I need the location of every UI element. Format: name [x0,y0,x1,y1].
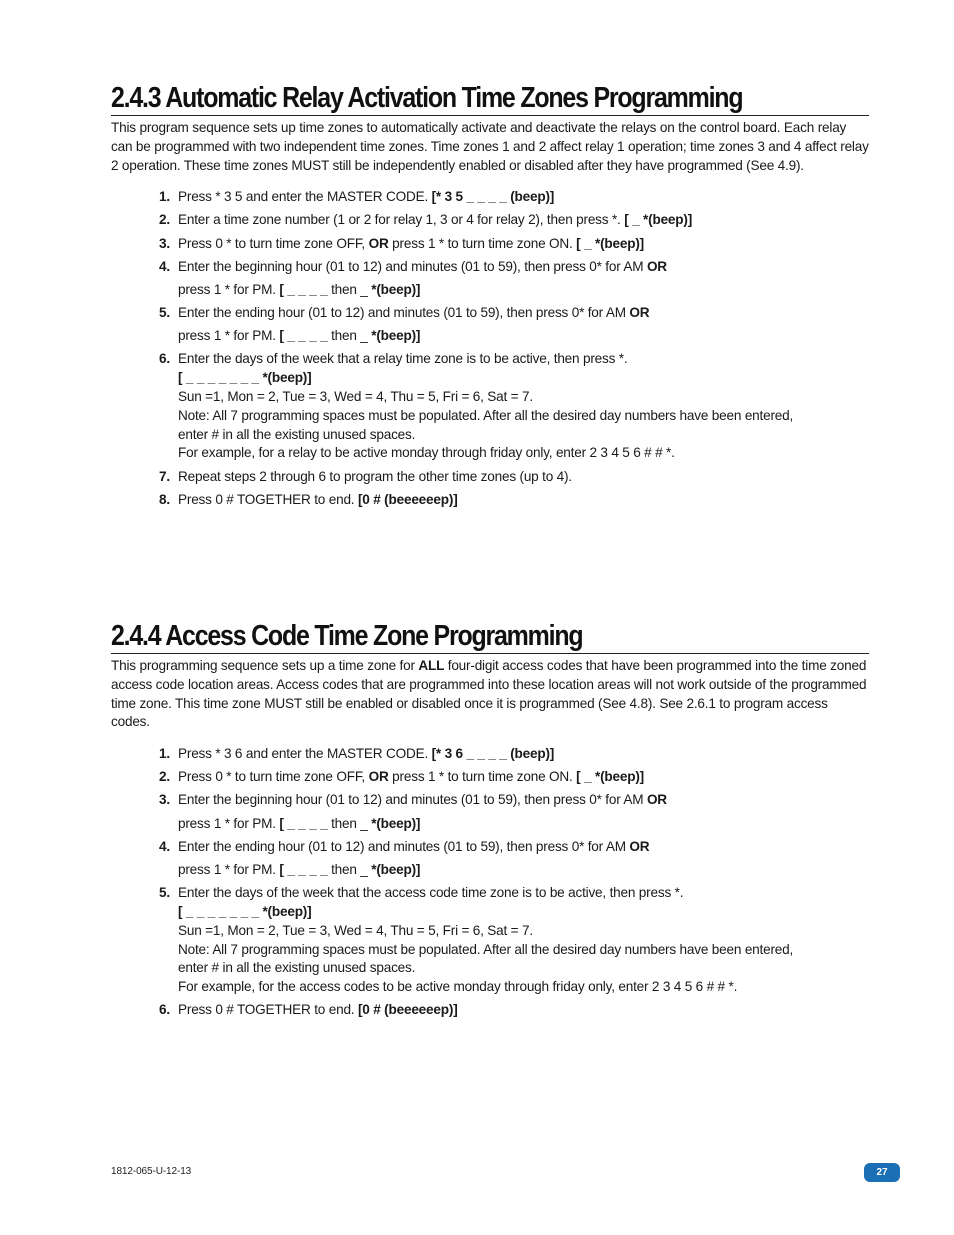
text-run: Enter the beginning hour (01 to 12) and minutes (01 to 59), then press 0* for AM [178,792,647,808]
text-run: For example, for the access codes to be active monday through friday only, enter 2 3 4 5 6 # # *. [178,979,738,995]
step-line [178,350,869,369]
bold-text: OR [646,258,667,274]
text-run: This programming sequence sets up a time zone for [111,658,419,673]
text-run: enter # in all the existing unused spaces. [178,426,416,442]
bold-text: [ _ _ _ _ _ _ _ *(beep)] [178,903,312,919]
bold-text: [ _ _ _ _ [279,862,328,878]
text-run: Press 0 # TOGETHER to end. [178,1002,358,1018]
bold-text: *(beep)] [371,862,421,878]
text-run: then _ [327,328,372,344]
bold-text: [ _ *(beep)] [624,212,693,228]
text-run: press 1 * for PM. [178,281,280,297]
text-run: Enter a time zone number (1 or 2 for relay 1, 3 or 4 for relay 2), then press *. [178,212,625,228]
step-line [178,884,869,903]
bold-text: [ _ _ _ _ [279,281,328,297]
text-run: then _ [327,815,372,831]
step-number: 3. [159,235,170,251]
heading-rule [111,653,869,654]
text-run: Enter the ending hour (01 to 12) and minutes (01 to 59), then press 0* for AM [178,305,630,321]
step-line [178,791,869,810]
step-line [178,388,869,407]
text-run: press 1 * for PM. [178,862,280,878]
step-item [159,468,869,487]
page-number-badge: 27 [864,1163,900,1182]
text-run: Enter the beginning hour (01 to 12) and minutes (01 to 59), then press 0* for AM [178,258,647,274]
bold-text: OR [629,838,650,854]
step-line [178,369,869,388]
section-access-code-time-zone [111,620,869,1020]
text-run: then _ [327,862,372,878]
step-item [159,258,869,300]
text-run: press 1 * to turn time zone ON. [388,769,577,785]
step-line [178,444,869,463]
text-run: Press * 3 5 and enter the MASTER CODE. [178,189,432,205]
text-run: Sun =1, Mon = 2, Tue = 3, Wed = 4, Thu = 5, Fri = 6, Sat = 7. [178,922,533,938]
section-intro: This program sequence sets up time zones to automatically activate and deactivate the relays on the control board. Each relay can be programmed with two independent time zones. Time zones 1 and 2 affect relay 1 operation; time zones 3 and 4 affect relay 2 operation. These time zones MUST still be independently enabled or disabled after they have programmed (See 4.9). [111,120,869,173]
step-line [178,258,869,277]
step-item [159,884,869,997]
text-run: Press 0 # TOGETHER to end. [178,491,358,507]
text-run: Sun =1, Mon = 2, Tue = 3, Wed = 4, Thu = 5, Fri = 6, Sat = 7. [178,389,533,405]
step-line [178,235,869,254]
bold-text: *(beep)] [371,815,421,831]
step-line [178,211,869,230]
bold-text: [ _ *(beep)] [576,235,645,251]
text-run: press 1 * for PM. [178,328,280,344]
step-line [178,978,869,997]
step-item [159,188,869,207]
step-item [159,1001,869,1020]
step-line [178,768,869,787]
step-number: 6. [159,351,170,367]
text-run: enter # in all the existing unused spaces. [178,960,416,976]
section-intro [111,657,869,732]
section-relay-time-zones [111,82,869,509]
bold-text: [ _ _ _ _ [279,815,328,831]
text-run: Enter the ending hour (01 to 12) and minutes (01 to 59), then press 0* for AM [178,838,630,854]
bold-text: [ _ *(beep)] [576,769,645,785]
step-line [178,281,869,300]
text-run: Press 0 * to turn time zone OFF, [178,235,369,251]
bold-text: [* 3 5 _ _ _ _ (beep)] [431,189,555,205]
step-number: 1. [159,746,170,762]
step-line [178,959,869,978]
bold-text: ALL [418,658,445,673]
step-line [178,491,869,510]
text-run: Press 0 * to turn time zone OFF, [178,769,369,785]
bold-text: [ _ _ _ _ _ _ _ *(beep)] [178,370,312,386]
section-heading: 2.4.3 Automatic Relay Activation Time Zones Programming [111,82,743,114]
text-run: four-digit access codes that have been programmed into the time zoned access code location areas. Access codes that are programmed into these location areas will not work outside of the programmed time zone. This time zone MUST still be enabled or disabled once it is programmed (See 4.8). See 2.6.1 to program access codes. [111,658,867,730]
step-line [178,1001,869,1020]
text-run: then _ [327,281,372,297]
step-item [159,768,869,787]
step-line [178,468,869,487]
step-line [178,407,869,426]
step-item [159,235,869,254]
step-line [178,188,869,207]
step-number: 4. [159,838,170,854]
step-line [178,327,869,346]
bold-text: [0 # (beeeeeep)] [357,491,458,507]
bold-text: OR [368,235,389,251]
section-heading: 2.4.4 Access Code Time Zone Programming [111,620,583,652]
step-number: 1. [159,189,170,205]
step-line [178,838,869,857]
step-line [178,922,869,941]
step-number: 8. [159,491,170,507]
step-number: 7. [159,468,170,484]
bold-text: [* 3 6 _ _ _ _ (beep)] [431,746,555,762]
step-line [178,745,869,764]
step-line [178,815,869,834]
step-item [159,491,869,510]
step-list [159,188,869,509]
text-run: Press * 3 6 and enter the MASTER CODE. [178,746,432,762]
heading-rule [111,115,869,116]
step-number: 2. [159,212,170,228]
step-number: 4. [159,258,170,274]
bold-text: OR [629,305,650,321]
step-item [159,211,869,230]
text-run: press 1 * for PM. [178,815,280,831]
bold-text: [ _ _ _ _ [279,328,328,344]
text-run: Enter the days of the week that a relay time zone is to be active, then press *. [178,351,628,367]
step-item [159,350,869,463]
step-item [159,304,869,346]
step-number: 2. [159,769,170,785]
text-run: Note: All 7 programming spaces must be populated. After all the desired day numbers have been entered, [178,407,794,423]
bold-text: OR [646,792,667,808]
bold-text: *(beep)] [371,281,421,297]
text-run: Note: All 7 programming spaces must be populated. After all the desired day numbers have been entered, [178,941,794,957]
bold-text: [0 # (beeeeeep)] [357,1002,458,1018]
bold-text: *(beep)] [371,328,421,344]
bold-text: OR [368,769,389,785]
text-run: Repeat steps 2 through 6 to program the other time zones (up to 4). [178,468,572,484]
step-line [178,861,869,880]
step-number: 3. [159,792,170,808]
step-number: 6. [159,1002,170,1018]
step-line [178,304,869,323]
step-line [178,941,869,960]
step-item [159,791,869,833]
step-list [159,745,869,1020]
document-code: 1812-065-U-12-13 [111,1166,192,1177]
text-run: press 1 * to turn time zone ON. [388,235,577,251]
step-line [178,426,869,445]
text-run: Enter the days of the week that the access code time zone is to be active, then press *. [178,885,684,901]
step-line [178,903,869,922]
text-run: For example, for a relay to be active monday through friday only, enter 2 3 4 5 6 # # *. [178,445,675,461]
step-number: 5. [159,885,170,901]
step-item [159,838,869,880]
step-item [159,745,869,764]
step-number: 5. [159,305,170,321]
